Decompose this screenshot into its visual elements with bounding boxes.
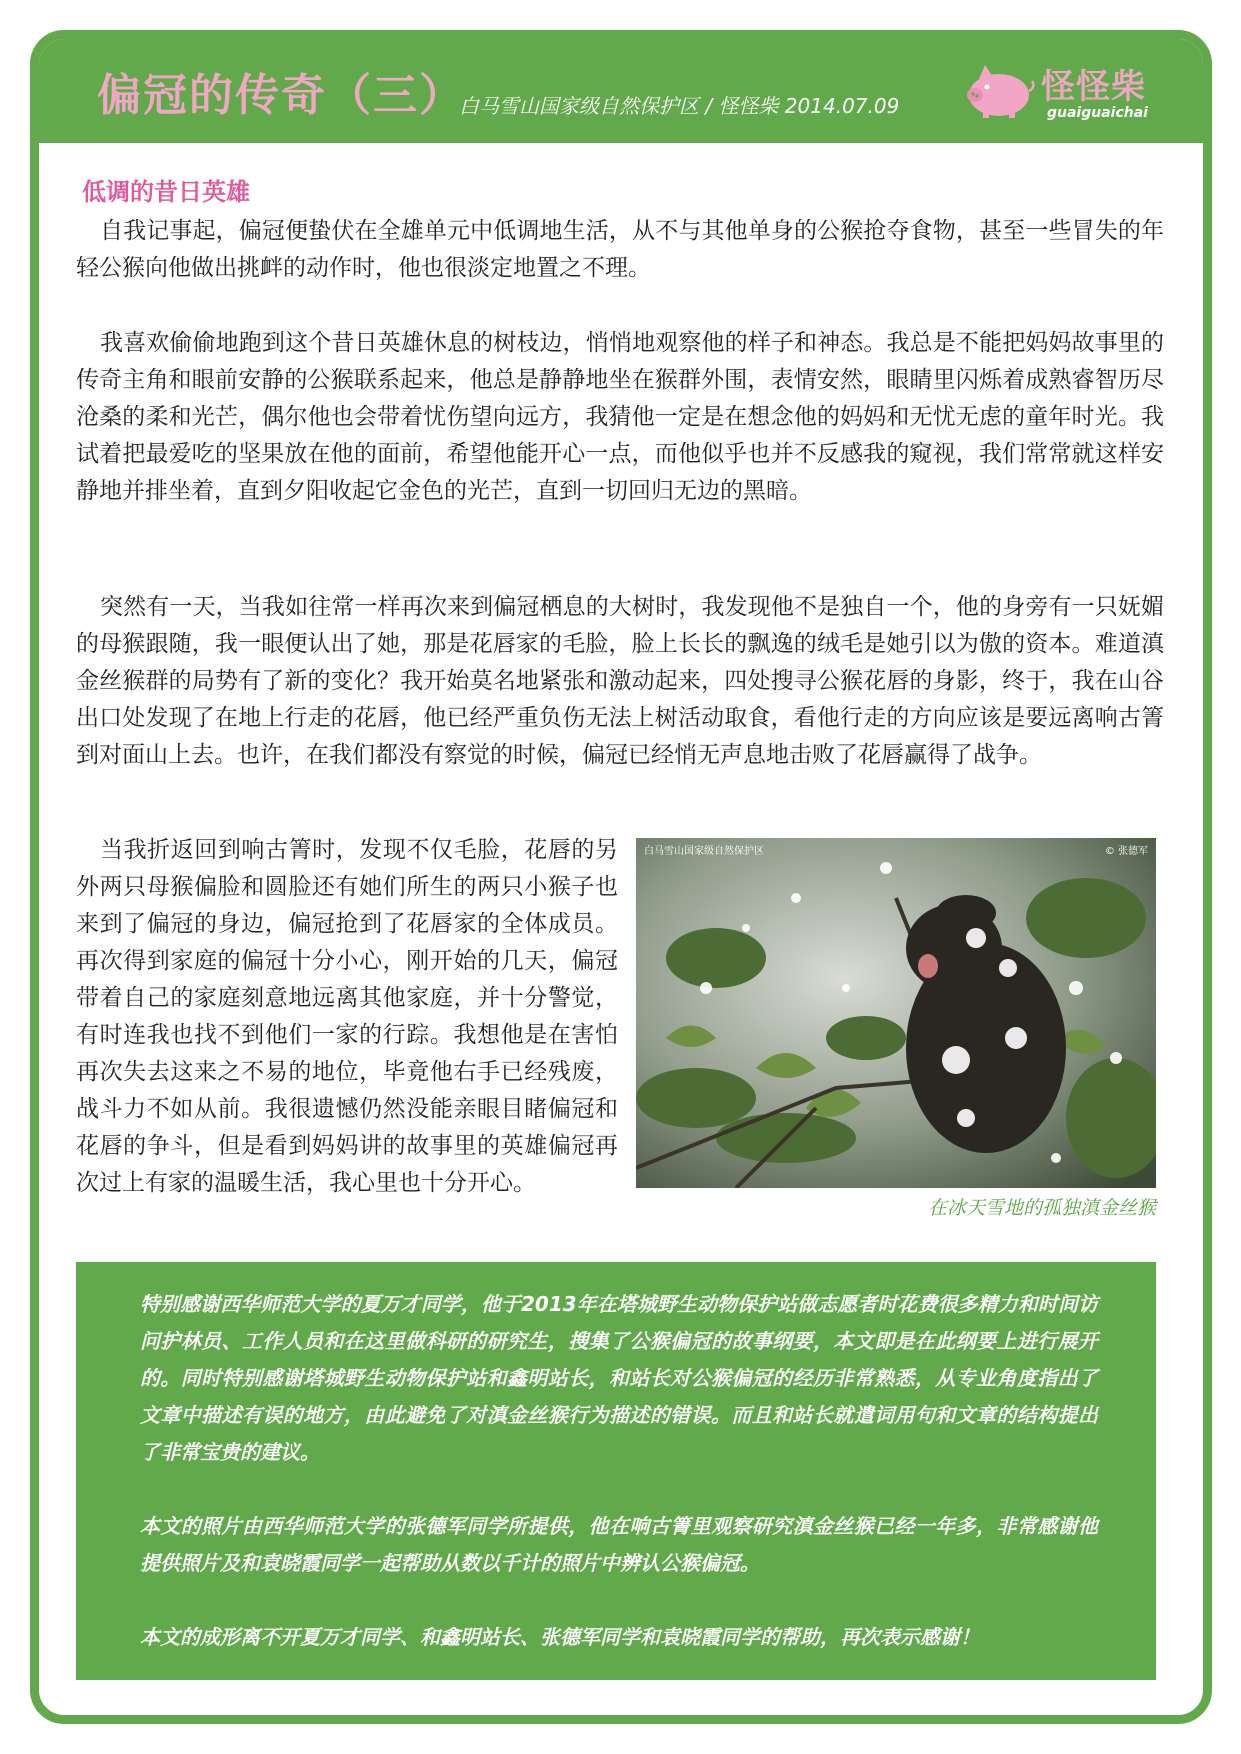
section-heading: 低调的昔日英雄 <box>82 178 250 206</box>
photo-caption: 在冰天雪地的孤独滇金丝猴 <box>927 1197 1156 1219</box>
acknowledgement-paragraph: 本文的照片由西华师范大学的张德军同学所提供，他在响古箐里观察研究滇金丝猴已经一年多，非常感谢他提供照片及和袁晓霞同学一起帮助从数以千计的照片中辨认公猴偏冠。 <box>140 1514 1098 1575</box>
logo-subtext: guaiguaichai <box>1047 105 1148 121</box>
body-paragraph: 突然有一天，当我如往常一样再次来到偏冠栖息的大树时，我发现他不是独自一个，他的身旁有一只妩媚的母猴跟随，我一眼便认出了她，那是花唇家的毛脸，脸上长长的飘逸的绒毛是她引以为傲的资本。难道滇金丝猴群的局势有了新的变化？我开始莫名地紧张和激动起来，四处搜寻公猴花唇的身影，终于，我在山谷出口处发现了在地上行走的花唇，他已经严重负伤无法上树活动取食，看他行走的方向应该是要远离响古箐到对面山上去。也许，在我们都没有察觉的时候，偏冠已经悄无声息地击败了花唇赢得了战争。 <box>76 594 1164 768</box>
acknowledgement-box <box>76 1262 1156 1680</box>
page-subtitle: 白马雪山国家级自然保护区 / 怪怪柴 2014.07.09 <box>459 94 900 118</box>
logo-text: 怪怪柴 <box>1041 67 1146 107</box>
header-banner <box>39 39 1203 143</box>
monkey-photo <box>636 838 1156 1188</box>
snow-monkey-illustration <box>636 838 1156 1188</box>
body-paragraph: 我喜欢偷偷地跑到这个昔日英雄休息的树枝边，悄悄地观察他的样子和神态。我总是不能把妈妈故事里的传奇主角和眼前安静的公猴联系起来，他总是静静地坐在猴群外围，表情安然，眼睛里闪烁着成熟睿智历尽沧桑的柔和光芒，偶尔他也会带着忧伤望向远方，我猜他一定是在想念他的妈妈和无忧无虑的童年时光。我试着把最爱吃的坚果放在他的面前，希望他能开心一点，而他似乎也并不反感我的窥视，我们常常就这样安静地并排坐着，直到夕阳收起它金色的光芒，直到一切回归无边的黑暗。 <box>76 330 1164 504</box>
logo <box>963 55 1153 127</box>
pig-logo-icon <box>963 63 1037 119</box>
photo-watermark-right: © 张德军 <box>1104 846 1148 857</box>
acknowledgement-paragraph: 本文的成形离不开夏万才同学、和鑫明站长、张德军同学和袁晓霞同学的帮助，再次表示感谢！ <box>140 1625 980 1649</box>
photo-watermark-left: 白马雪山国家级自然保护区 <box>644 846 764 857</box>
page-title: 偏冠的传奇（三） <box>97 70 465 121</box>
body-paragraph: 自我记事起，偏冠便蛰伏在全雄单元中低调地生活，从不与其他单身的公猴抢夺食物，甚至一些冒失的年轻公猴向他做出挑衅的动作时，他也很淡定地置之不理。 <box>76 218 1164 281</box>
body-paragraph: 当我折返回到响古箐时，发现不仅毛脸，花唇的另外两只母猴偏脸和圆脸还有她们所生的两只小猴子也来到了偏冠的身边，偏冠抢到了花唇家的全体成员。再次得到家庭的偏冠十分小心，刚开始的几天，偏冠带着自己的家庭刻意地远离其他家庭，并十分警觉，有时连我也找不到他们一家的行踪。我想他是在害怕再次失去这来之不易的地位，毕竟他右手已经残废，战斗力不如从前。我很遗憾仍然没能亲眼目睹偏冠和花唇的争斗，但是看到妈妈讲的故事里的英雄偏冠再次过上有家的温暖生活，我心里也十分开心。 <box>76 837 618 1196</box>
acknowledgement-paragraph: 特别感谢西华师范大学的夏万才同学，他于2013年在塔城野生动物保护站做志愿者时花费很多精力和时间访问护林员、工作人员和在这里做科研的研究生，搜集了公猴偏冠的故事纲要，本文即是在此纲要上进行展开的。同时特别感谢塔城野生动物保护站和鑫明站长，和站长对公猴偏冠的经历非常熟悉，从专业角度指出了文章中描述有误的地方，由此避免了对滇金丝猴行为描述的错误。而且和站长就遣词用句和文章的结构提出了非常宝贵的建议。 <box>140 1292 1098 1464</box>
